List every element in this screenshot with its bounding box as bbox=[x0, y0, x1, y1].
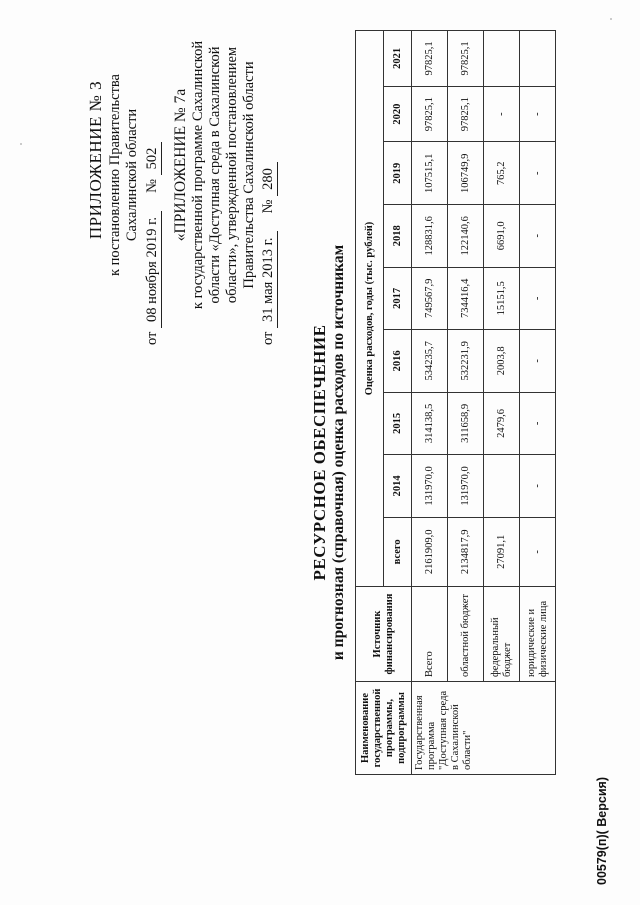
decree-line: Сахалинской области bbox=[124, 108, 140, 242]
value-cell: 749567,9 bbox=[412, 267, 448, 330]
decree-date: 08 ноября 2019 г. bbox=[144, 211, 162, 328]
header-year: 2020 bbox=[384, 86, 412, 142]
value-cell: - bbox=[520, 330, 556, 393]
value-cell: 2161909,0 bbox=[412, 517, 448, 586]
number-label: № bbox=[144, 178, 160, 193]
previous-decree-line: к государственной программе Сахалинской bbox=[190, 40, 206, 310]
value-cell: 122140,6 bbox=[448, 205, 484, 268]
header-program-name: Наименование государственной программы, подпрограммы bbox=[356, 682, 412, 775]
value-cell: - bbox=[520, 86, 556, 142]
value-cell: 15151,5 bbox=[484, 267, 520, 330]
value-cell: 27091,1 bbox=[484, 517, 520, 586]
value-cell bbox=[520, 31, 556, 87]
header-total: всего bbox=[384, 517, 412, 586]
value-cell: - bbox=[520, 517, 556, 586]
document-title: РЕСУРСНОЕ ОБЕСПЕЧЕНИЕ bbox=[310, 324, 329, 581]
header-year: 2018 bbox=[384, 205, 412, 268]
value-cell: 97825,1 bbox=[412, 86, 448, 142]
scan-speck bbox=[20, 143, 22, 145]
value-cell: - bbox=[520, 142, 556, 205]
value-cell bbox=[484, 455, 520, 518]
value-cell: 765,2 bbox=[484, 142, 520, 205]
previous-appendix-heading: «ПРИЛОЖЕНИЕ № 7а bbox=[172, 88, 189, 242]
table-row bbox=[484, 31, 520, 775]
value-cell: 314138,5 bbox=[412, 392, 448, 455]
previous-decree-line: области», утвержденной постановлением bbox=[224, 46, 240, 304]
decree-line: к постановлению Правительства bbox=[107, 74, 123, 276]
previous-decree-line: области «Доступная среда в Сахалинской bbox=[207, 46, 223, 304]
value-cell: - bbox=[520, 267, 556, 330]
source-cell: областной бюджет bbox=[448, 587, 484, 682]
value-cell: 97825,1 bbox=[412, 31, 448, 87]
previous-decree-date-line bbox=[260, 25, 278, 345]
value-cell: 131970,0 bbox=[412, 455, 448, 518]
decree-number: 502 bbox=[144, 142, 162, 176]
value-cell: 6691,0 bbox=[484, 205, 520, 268]
value-cell: 532231,9 bbox=[448, 330, 484, 393]
value-cell: 128831,6 bbox=[412, 205, 448, 268]
header-year: 2019 bbox=[384, 142, 412, 205]
value-cell: 534235,7 bbox=[412, 330, 448, 393]
appendix-heading: ПРИЛОЖЕНИЕ № 3 bbox=[86, 80, 105, 240]
table-row bbox=[412, 31, 448, 775]
value-cell: 97825,1 bbox=[448, 86, 484, 142]
value-cell: 734416,4 bbox=[448, 267, 484, 330]
table-header-row bbox=[356, 31, 384, 775]
value-cell: 2003,8 bbox=[484, 330, 520, 393]
header-year: 2016 bbox=[384, 330, 412, 393]
resources-table bbox=[355, 30, 556, 775]
from-label: от bbox=[144, 331, 160, 345]
source-cell: юридические и физические лица bbox=[520, 587, 556, 682]
scan-speck bbox=[610, 18, 612, 20]
previous-decree-line: Правительства Сахалинской области bbox=[241, 61, 257, 289]
from-label: от bbox=[260, 331, 276, 345]
previous-decree-reference bbox=[190, 35, 258, 315]
table-row bbox=[448, 31, 484, 775]
previous-decree-date: 31 мая 2013 г. bbox=[260, 231, 278, 328]
document-subtitle: и прогнозная (справочная) оценка расходов по источникам bbox=[330, 244, 347, 661]
value-cell: 97825,1 bbox=[448, 31, 484, 87]
header-estimate: Оценка расходов, годы (тыс. рублей) bbox=[356, 31, 384, 587]
value-cell: 106749,9 bbox=[448, 142, 484, 205]
previous-decree-number: 280 bbox=[260, 162, 278, 196]
value-cell: 2479,6 bbox=[484, 392, 520, 455]
header-source: Источник финансирования bbox=[356, 587, 412, 682]
value-cell: - bbox=[520, 392, 556, 455]
value-cell: - bbox=[520, 455, 556, 518]
header-year: 2021 bbox=[384, 31, 412, 87]
value-cell: - bbox=[484, 86, 520, 142]
program-name-cell: Государственная программа "Доступная среда в Сахалинской области" bbox=[412, 682, 556, 775]
value-cell bbox=[484, 31, 520, 87]
version-footer: 00579(п)( Версия) bbox=[595, 777, 609, 885]
number-label: № bbox=[260, 199, 276, 214]
value-cell: 131970,0 bbox=[448, 455, 484, 518]
header-year: 2015 bbox=[384, 392, 412, 455]
value-cell: 2134817,9 bbox=[448, 517, 484, 586]
value-cell: 107515,1 bbox=[412, 142, 448, 205]
header-year: 2014 bbox=[384, 455, 412, 518]
source-cell: федеральный бюджет bbox=[484, 587, 520, 682]
header-year: 2017 bbox=[384, 267, 412, 330]
decree-reference bbox=[107, 30, 141, 320]
decree-date-line bbox=[144, 45, 162, 345]
table-row bbox=[520, 31, 556, 775]
value-cell: - bbox=[520, 205, 556, 268]
value-cell: 311658,9 bbox=[448, 392, 484, 455]
source-cell: Всего bbox=[412, 587, 448, 682]
